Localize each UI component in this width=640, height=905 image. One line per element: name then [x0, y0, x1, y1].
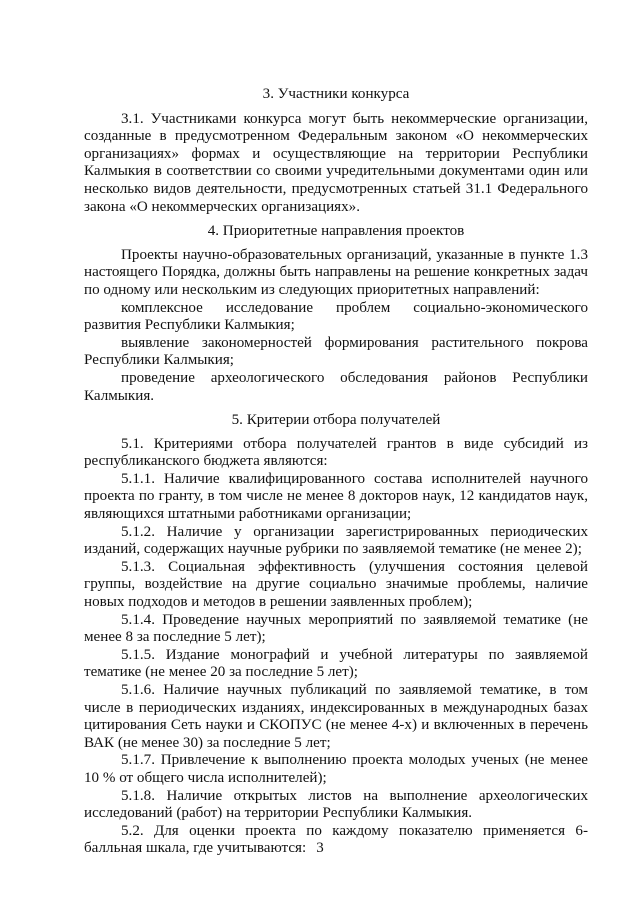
paragraph-5-1-3: 5.1.3. Социальная эффективность (улучшения состояния целевой группы, воздействие на другие социально значимые проблемы, наличие новых подходов и методов в решении заявленных проблем); — [84, 558, 588, 611]
section-heading-priorities: 4. Приоритетные направления проектов — [207, 223, 465, 240]
paragraph-3-1: 3.1. Участниками конкурса могут быть некоммерческие организации, созданные в предусмотренном Федеральным законом «О некоммерческих организациях» формах и осуществляющие на территории Республики Калмыкия в соответствии со своими учредительными документами один или несколько видов деятельности, предусмотренных статьей 31.1 Федерального закона «О некоммерческих организациях». — [84, 110, 588, 215]
paragraph-priority-socio-economic: комплексное исследование проблем социально-экономического развития Республики Калмыкия; — [84, 299, 588, 334]
paragraph-5-1-7: 5.1.7. Привлечение к выполнению проекта молодых ученых (не менее 10 % от общего числа исполнителей); — [84, 752, 588, 786]
paragraph-priorities-intro: Проекты научно-образовательных организаций, указанные в пункте 1.3 настоящего Порядка, должны быть направлены на решение конкретных задач по одному или нескольким из следующих приоритетных направлений: — [84, 246, 588, 298]
paragraph-priority-vegetation: выявление закономерностей формирования растительного покрова Республики Калмыкия; — [84, 334, 588, 369]
paragraph-5-1: 5.1. Критериями отбора получателей грантов в виде субсидий из республиканского бюджета являются: — [84, 435, 588, 470]
paragraph-5-1-6: 5.1.6. Наличие научных публикаций по заявляемой тематике, в том числе в периодических изданиях, индексированных в международных базах цитирования Сеть науки и СКОПУС (не менее 4-х) и включенных в перечень ВАК (не менее 30) за последние 5 лет; — [84, 682, 588, 751]
section-heading-participants: 3. Участники конкурса — [262, 86, 410, 102]
paragraph-5-2: 5.2. Для оценки проекта по каждому показателю применяется 6-балльная шкала, где учитываются: — [84, 822, 588, 857]
paragraph-5-1-8: 5.1.8. Наличие открытых листов на выполнение археологических исследований (работ) на территории Республики Калмыкия. — [84, 787, 588, 822]
section-heading-criteria: 5. Критерии отбора получателей — [231, 412, 441, 429]
paragraph-priority-archaeology: проведение археологического обследования районов Республики Калмыкия. — [84, 369, 588, 404]
page-number: 3 — [316, 840, 324, 856]
paragraph-5-1-2: 5.1.2. Наличие у организации зарегистрированных периодических изданий, содержащих научные рубрики по заявляемой тематике (не менее 2); — [84, 523, 588, 558]
paragraph-5-1-1: 5.1.1. Наличие квалифицированного состава исполнителей научного проекта по гранту, в том числе не менее 8 докторов наук, 12 кандидатов наук, являющихся штатными работниками организации; — [84, 470, 588, 523]
paragraph-5-1-5: 5.1.5. Издание монографий и учебной литературы по заявляемой тематике (не менее 20 за последние 5 лет); — [84, 646, 588, 681]
paragraph-5-1-4: 5.1.4. Проведение научных мероприятий по заявляемой тематике (не менее 8 за последние 5 лет); — [84, 611, 588, 646]
